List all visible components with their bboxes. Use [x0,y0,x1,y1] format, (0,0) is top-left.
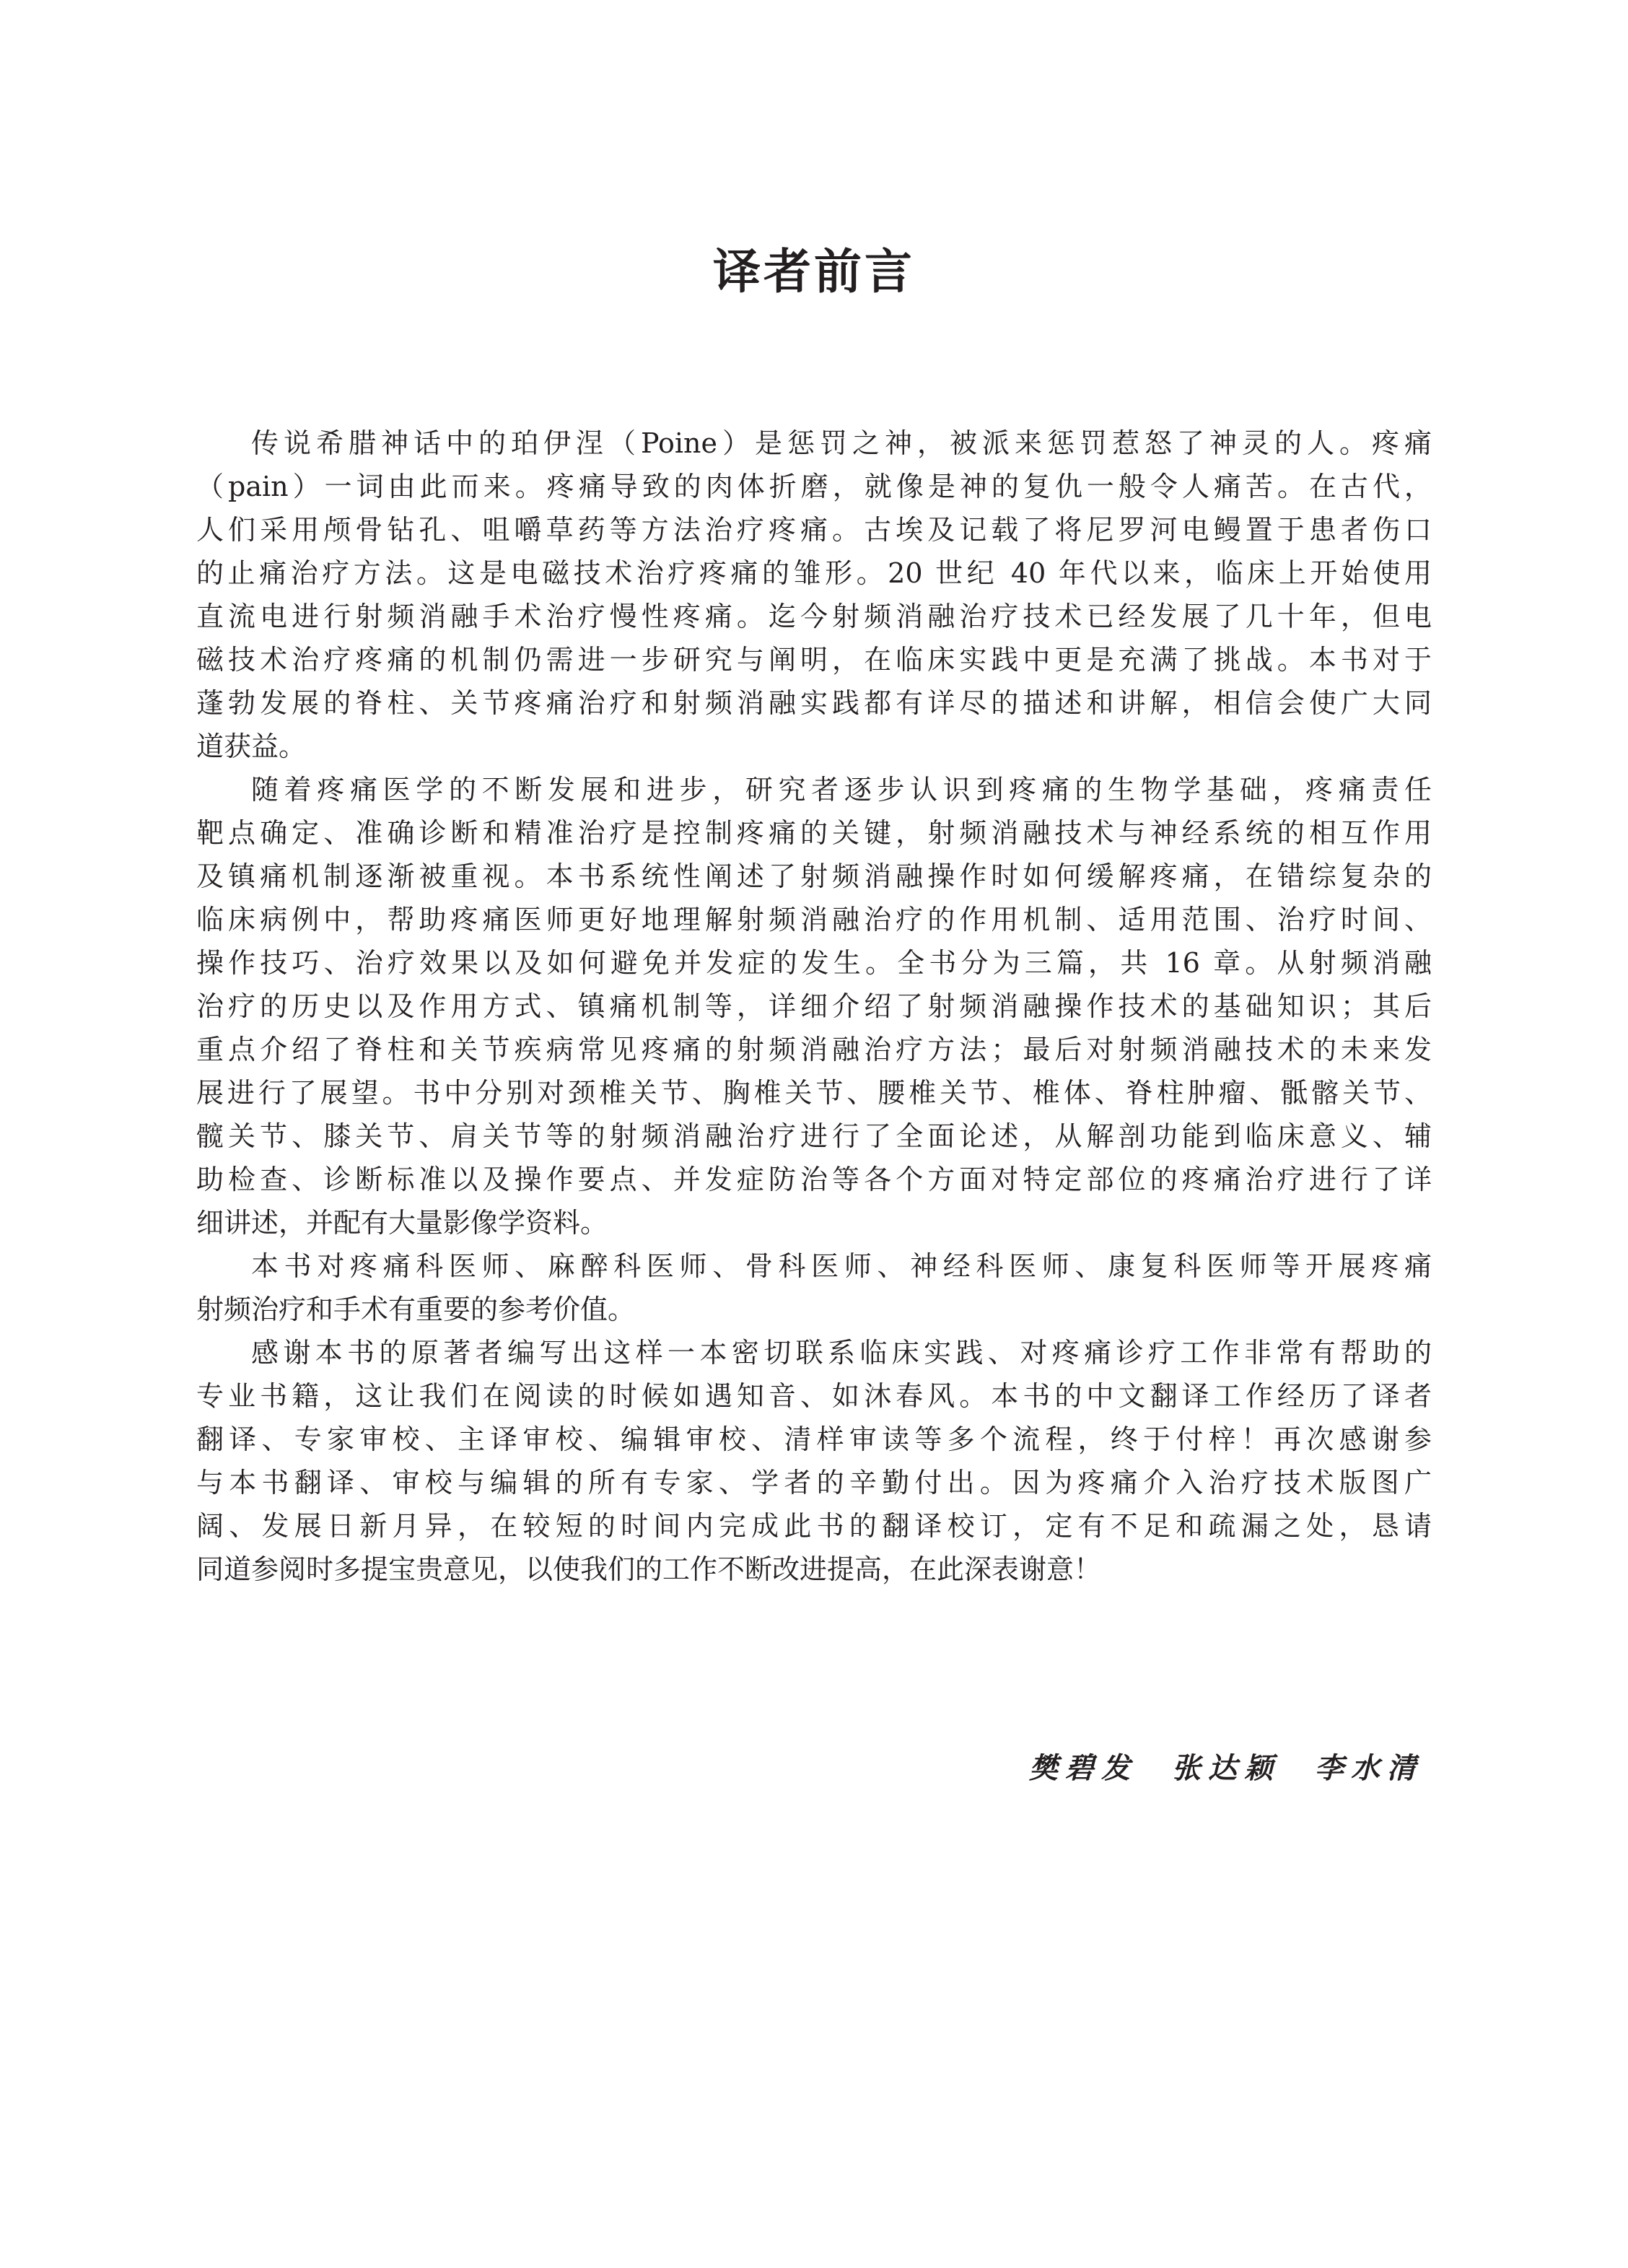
paragraph-line: 蓬勃发展的脊柱、关节疼痛治疗和射频消融实践都有详尽的描述和讲解，相信会使广大同 [196,687,1432,719]
page-title: 译者前言 [713,244,915,300]
translator-signature [1029,1747,1423,1790]
paragraph-line: 与本书翻译、审校与编辑的所有专家、学者的辛勤付出。因为疼痛介入治疗技术版图广 [196,1467,1432,1499]
paragraph-line: 细讲述，并配有大量影像学资料。 [196,1207,608,1239]
paragraph-line: 直流电进行射频消融手术治疗慢性疼痛。迄今射频消融治疗技术已经发展了几十年，但电 [196,601,1432,632]
paragraph [196,1244,1432,1331]
paragraph-line: 治疗的历史以及作用方式、镇痛机制等，详细介绍了射频消融操作技术的基础知识；其后 [196,990,1432,1022]
paragraph-line: 助检查、诊断标准以及操作要点、并发症防治等各个方面对特定部位的疼痛治疗进行了详 [196,1164,1432,1195]
paragraph-line: 本书对疼痛科医师、麻醉科医师、骨科医师、神经科医师、康复科医师等开展疼痛 [251,1250,1432,1282]
paragraph-line: 道获益。 [196,730,307,762]
paragraph-line: 阔、发展日新月异，在较短的时间内完成此书的翻译校订，定有不足和疏漏之处，恳请 [196,1510,1432,1542]
paragraph-line: 感谢本书的原著者编写出这样一本密切联系临床实践、对疼痛诊疗工作非常有帮助的 [251,1337,1432,1369]
paragraph-line: 磁技术治疗疼痛的机制仍需进一步研究与阐明，在临床实践中更是充满了挑战。本书对于 [196,644,1432,676]
paragraph-line: 专业书籍，这让我们在阅读的时候如遇知音、如沐春风。本书的中文翻译工作经历了译者 [196,1380,1432,1412]
paragraph-line: 靶点确定、准确诊断和精准治疗是控制疼痛的关键，射频消融技术与神经系统的相互作用 [196,817,1432,849]
paragraph [196,768,1432,1244]
paragraph-line: 操作技巧、治疗效果以及如何避免并发症的发生。全书分为三篇，共 16 章。从射频消融 [196,947,1432,979]
paragraph-line: 重点介绍了脊柱和关节疾病常见疼痛的射频消融治疗方法；最后对射频消融技术的未来发 [196,1034,1432,1065]
preface-body [196,422,1432,1591]
paragraph-line: 及镇痛机制逐渐被重视。本书系统性阐述了射频消融操作时如何缓解疼痛，在错综复杂的 [196,860,1432,892]
paragraph-line: 翻译、专家审校、主译审校、编辑审校、清样审读等多个流程，终于付梓！再次感谢参 [196,1423,1432,1455]
translator-name: 张达颖 [1172,1751,1280,1785]
paragraph-line: 临床病例中，帮助疼痛医师更好地理解射频消融治疗的作用机制、适用范围、治疗时间、 [196,904,1432,935]
translator-name: 樊碧发 [1029,1751,1137,1785]
paragraph-line: 同道参阅时多提宝贵意见，以使我们的工作不断改进提高，在此深表谢意！ [196,1553,1102,1585]
paragraph-line: 随着疼痛医学的不断发展和进步，研究者逐步认识到疼痛的生物学基础，疼痛责任 [251,774,1432,806]
paragraph-line: （pain）一词由此而来。疼痛导致的肉体折磨，就像是神的复仇一般令人痛苦。在古代， [196,471,1432,502]
paragraph-line: 射频治疗和手术有重要的参考价值。 [196,1294,636,1325]
paragraph [196,422,1432,768]
paragraph-line: 人们采用颅骨钻孔、咀嚼草药等方法治疗疼痛。古埃及记载了将尼罗河电鳗置于患者伤口 [196,514,1432,546]
paragraph-line: 传说希腊神话中的珀伊涅（Poine）是惩罚之神，被派来惩罚惹怒了神灵的人。疼痛 [251,427,1432,459]
translator-name: 李水清 [1315,1751,1423,1785]
paragraph [196,1331,1432,1591]
paragraph-line: 髋关节、膝关节、肩关节等的射频消融治疗进行了全面论述，从解剖功能到临床意义、辅 [196,1120,1432,1152]
paragraph-line: 展进行了展望。书中分别对颈椎关节、胸椎关节、腰椎关节、椎体、脊柱肿瘤、骶髂关节、 [196,1077,1432,1109]
paragraph-line: 的止痛治疗方法。这是电磁技术治疗疼痛的雏形。20 世纪 40 年代以来，临床上开始使用 [196,557,1432,589]
